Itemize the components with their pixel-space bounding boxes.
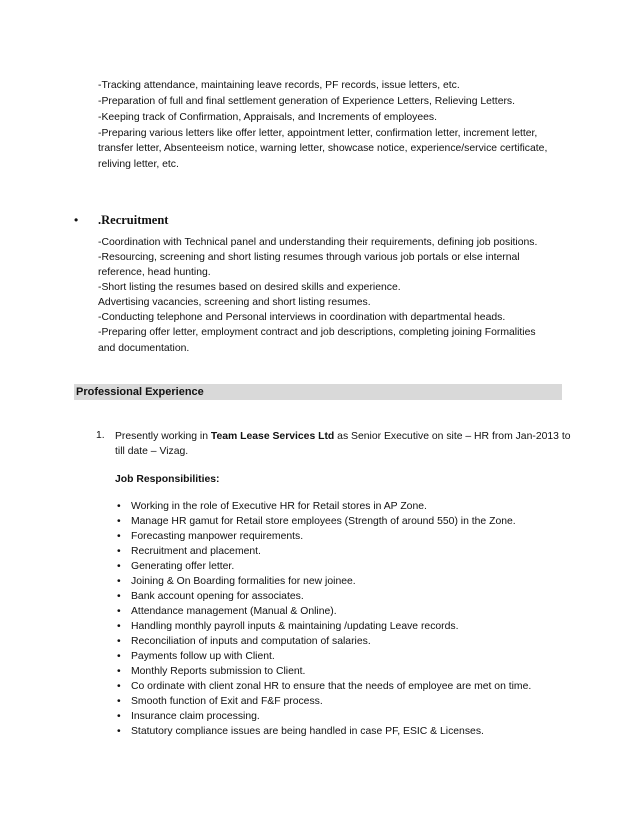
list-item: • Reconciliation of inputs and computation of salaries. bbox=[117, 636, 371, 647]
bullet-icon: • bbox=[117, 726, 121, 737]
section-title: Professional Experience bbox=[76, 386, 204, 398]
list-item: • Generating offer letter. bbox=[117, 561, 235, 572]
bullet-icon: • bbox=[117, 696, 121, 707]
list-item: • Statutory compliance issues are being handled in case PF, ESIC & Licenses. bbox=[117, 726, 484, 737]
bullet-icon: • bbox=[117, 531, 121, 542]
text-line: -Resourcing, screening and short listing resumes through various job portals or else internal bbox=[98, 252, 520, 263]
bullet-icon: • bbox=[117, 636, 121, 647]
responsibilities-title: Job Responsibilities: bbox=[115, 474, 220, 485]
list-item: • Recruitment and placement. bbox=[117, 546, 261, 557]
list-item: • Monthly Reports submission to Client. bbox=[117, 666, 306, 677]
job-suffix: as Senior Executive on site – HR from Jan-2013 to bbox=[334, 431, 571, 442]
bullet-icon: • bbox=[117, 606, 121, 617]
list-item: • Joining & On Boarding formalities for new joinee. bbox=[117, 576, 356, 587]
bullet-icon: • bbox=[117, 681, 121, 692]
text-line: -Preparing offer letter, employment contract and job descriptions, completing joining Formalities bbox=[98, 327, 536, 338]
company-name: Team Lease Services Ltd bbox=[210, 431, 335, 442]
recruitment-heading: .Recruitment bbox=[98, 213, 169, 227]
list-item: • Attendance management (Manual & Online). bbox=[117, 606, 337, 617]
job-summary-line-2: till date – Vizag. bbox=[115, 446, 189, 457]
text-line: Advertising vacancies, screening and short listing resumes. bbox=[98, 297, 371, 308]
text-line: -Keeping track of Confirmation, Appraisals, and Increments of employees. bbox=[98, 112, 438, 123]
bullet-icon: • bbox=[117, 621, 121, 632]
bullet-icon: • bbox=[117, 651, 121, 662]
list-item: • Insurance claim processing. bbox=[117, 711, 260, 722]
list-item: • Forecasting manpower requirements. bbox=[117, 531, 304, 542]
list-item: • Co ordinate with client zonal HR to ensure that the needs of employee are met on time. bbox=[117, 681, 532, 692]
bullet-icon: • bbox=[117, 591, 121, 602]
text-line: -Preparation of full and final settlement generation of Experience Letters, Relieving Letters. bbox=[98, 96, 516, 107]
text-line: reference, head hunting. bbox=[98, 267, 211, 278]
bullet-icon: • bbox=[117, 711, 121, 722]
text-line: reliving letter, etc. bbox=[98, 159, 179, 170]
bullet-icon: • bbox=[117, 561, 121, 572]
bullet-icon: • bbox=[117, 501, 121, 512]
bullet-icon: • bbox=[117, 666, 121, 677]
text-line: -Tracking attendance, maintaining leave records, PF records, issue letters, etc. bbox=[98, 80, 460, 91]
list-item: • Bank account opening for associates. bbox=[117, 591, 304, 602]
job-summary-line bbox=[115, 429, 571, 444]
text-line: transfer letter, Absenteeism notice, warning letter, showcase notice, experience/service certificate, bbox=[98, 143, 548, 154]
text-line: -Coordination with Technical panel and understanding their requirements, defining job positions. bbox=[98, 237, 538, 248]
text-line: -Short listing the resumes based on desired skills and experience. bbox=[98, 282, 401, 293]
list-item: • Payments follow up with Client. bbox=[117, 651, 275, 662]
job-number: 1. bbox=[96, 430, 105, 441]
text-line: and documentation. bbox=[98, 343, 190, 354]
list-item: • Smooth function of Exit and F&F process. bbox=[117, 696, 323, 707]
job-prefix: Presently working in bbox=[115, 431, 211, 442]
bullet-icon: • bbox=[117, 576, 121, 587]
bullet-icon: • bbox=[117, 516, 121, 527]
bullet-icon: • bbox=[74, 213, 79, 227]
bullet-icon: • bbox=[117, 546, 121, 557]
list-item: • Working in the role of Executive HR for Retail stores in AP Zone. bbox=[117, 501, 427, 512]
list-item: • Handling monthly payroll inputs & maintaining /updating Leave records. bbox=[117, 621, 459, 632]
text-line: -Conducting telephone and Personal interviews in coordination with departmental heads. bbox=[98, 312, 506, 323]
list-item: • Manage HR gamut for Retail store employees (Strength of around 550) in the Zone. bbox=[117, 516, 516, 527]
text-line: -Preparing various letters like offer letter, appointment letter, confirmation letter, increment letter, bbox=[98, 128, 538, 139]
